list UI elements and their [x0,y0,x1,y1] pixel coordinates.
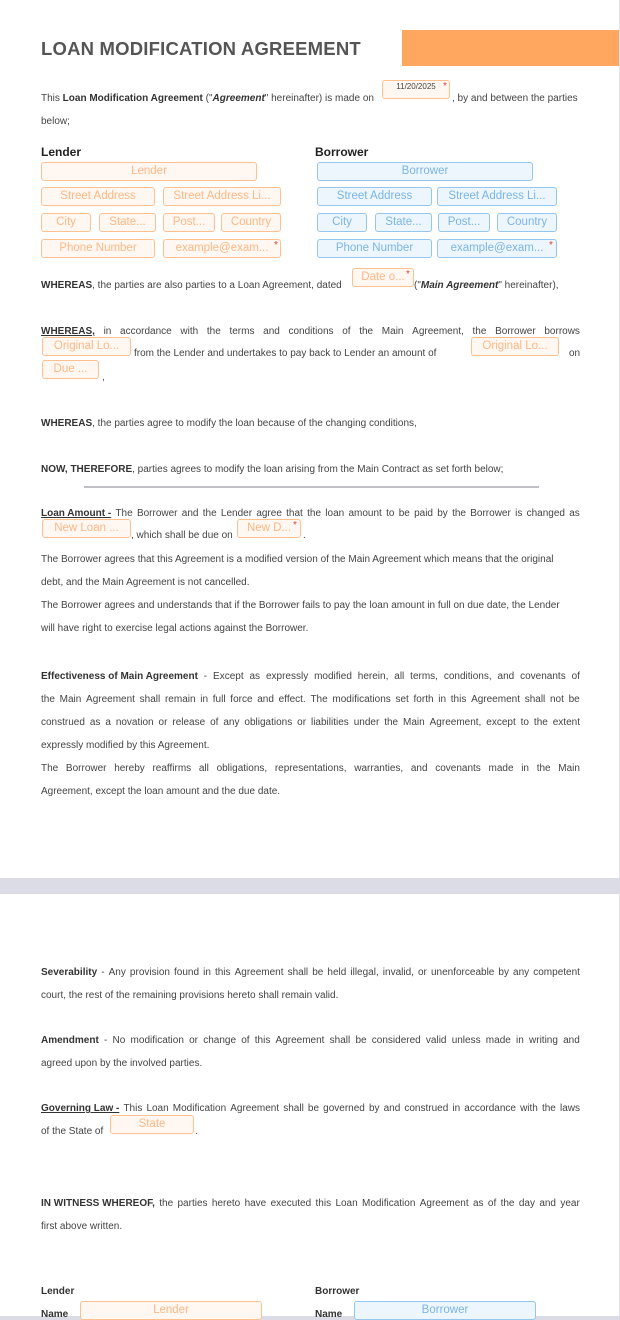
original-loan-amount-input[interactable]: Original Lo... [471,337,559,356]
lender-heading: Lender [41,145,82,159]
signature-lender-heading: Lender [41,1286,75,1297]
signature-borrower-name-input[interactable]: Borrower [354,1301,536,1320]
whereas-2-line-2: from the Lender and undertakes to pay back to Lender an amount of [134,348,437,359]
required-marker: * [549,240,553,251]
whereas-1-end: ("Main Agreement" hereinafter), [414,280,559,291]
loan-amount-line-1: Loan Amount - The Borrower and the Lender agree that the loan amount to be paid by the Borrower is changed as [41,508,580,519]
new-loan-amount-input[interactable]: New Loan ... [42,519,131,538]
original-loan-input[interactable]: Original Lo... [42,337,131,356]
borrower-heading: Borrower [315,145,369,159]
amendment-line-1: Amendment - No modification or change of this Agreement shall be considered valid unless made in writing and [41,1035,580,1046]
loan-amount-p2-line-2: debt, and the Main Agreement is not cancelled. [41,577,250,588]
loan-amount-p3-line-2: will have right to exercise legal actions against the Borrower. [41,623,309,634]
severability-line-2: court, the rest of the remaining provisions hereto shall remain valid. [41,990,339,1001]
intro-line-1-end: , by and between the parties [452,93,578,104]
required-marker: * [293,520,297,531]
effectiveness-line-6: Agreement, except the loan amount and the due date. [41,786,281,797]
signature-lender-name-label: Name [41,1309,69,1320]
borrower-state-input[interactable]: State... [375,213,432,232]
lender-city-input[interactable]: City [41,213,91,232]
document-page-2 [0,894,620,1320]
borrower-postal-input[interactable]: Post... [438,213,490,232]
whereas-2-comma: , [102,372,105,383]
lender-state-input[interactable]: State... [99,213,156,232]
lender-postal-input[interactable]: Post... [163,213,215,232]
intro-line-2: below; [41,116,70,127]
loan-amount-period: . [303,530,306,541]
lender-country-input[interactable]: Country [221,213,281,232]
therefore-text: NOW, THEREFORE, parties agrees to modify the loan arising from the Main Contract as set forth below; [41,464,504,475]
required-marker: * [406,269,410,280]
whereas-2-line-1: WHEREAS, in accordance with the terms and conditions of the Main Agreement, the Borrower borrows [41,326,580,337]
new-due-date-input[interactable]: New D... [237,519,301,538]
lender-email-input[interactable]: example@exam... [163,239,281,258]
effectiveness-line-2: the Main Agreement shall remain in full force and effect. The modifications set forth in this Agreement shall not be [41,694,580,705]
required-marker: * [443,81,447,92]
agreement-date-input[interactable]: 11/20/2025 [382,80,450,99]
lender-phone-input[interactable]: Phone Number [41,239,155,258]
header-accent-bar [402,30,619,66]
borrower-name-input[interactable]: Borrower [317,162,533,181]
borrower-street-input[interactable]: Street Address [317,187,432,206]
borrower-phone-input[interactable]: Phone Number [317,239,432,258]
lender-street-input[interactable]: Street Address [41,187,155,206]
borrower-street2-input[interactable]: Street Address Li... [437,187,557,206]
required-marker: * [274,240,278,251]
borrower-city-input[interactable]: City [317,213,367,232]
section-divider [84,486,539,488]
document-title: LOAN MODIFICATION AGREEMENT [41,38,361,59]
whereas-1-text: WHEREAS, the parties are also parties to a Loan Agreement, dated [41,280,342,291]
whereas-3-text: WHEREAS, the parties agree to modify the loan because of the changing conditions, [41,418,417,429]
effectiveness-line-1: Effectiveness of Main Agreement - Except as expressly modified herein, all terms, conditions, and covenants of [41,671,580,682]
witness-line-1: IN WITNESS WHEREOF, the parties hereto have executed this Loan Modification Agreement as of the day and year [41,1198,580,1209]
governing-law-period: . [195,1126,198,1137]
loan-amount-p3-line-1: The Borrower agrees and understands that if the Borrower fails to pay the loan amount in full on due date, the Lender [41,600,560,611]
lender-street2-input[interactable]: Street Address Li... [163,187,281,206]
effectiveness-line-4: expressly modified by this Agreement. [41,740,210,751]
signature-borrower-name-label: Name [315,1309,343,1320]
lender-name-input[interactable]: Lender [41,162,257,181]
borrower-email-input[interactable]: example@exam... [437,239,557,258]
intro-line-1: This Loan Modification Agreement ("Agreement" hereinafter) is made on [41,93,374,104]
effectiveness-line-5: The Borrower hereby reaffirms all obligations, representations, warranties, and covenants made in the Main [41,763,580,774]
borrower-country-input[interactable]: Country [497,213,557,232]
amendment-line-2: agreed upon by the involved parties. [41,1058,203,1069]
signature-borrower-heading: Borrower [315,1286,360,1297]
loan-agreement-date-input[interactable]: Date o... [352,268,414,287]
effectiveness-line-3: construed as a novation or release of any obligations or liabilities under the Main Agreement, except to the extent [41,717,580,728]
severability-line-1: Severability - Any provision found in this Agreement shall be held illegal, invalid, or unenforceable by any competent [41,967,580,978]
loan-amount-line-2: , which shall be due on [131,530,233,541]
loan-amount-p2-line-1: The Borrower agrees that this Agreement is a modified version of the Main Agreement which means that the original [41,554,554,565]
governing-law-line-1: Governing Law - This Loan Modification Agreement shall be governed by and construed in accordance with the laws [41,1103,580,1114]
due-date-input[interactable]: Due ... [42,360,99,379]
whereas-2-on: on [569,348,581,359]
signature-lender-name-input[interactable]: Lender [80,1301,262,1320]
governing-law-line-2: of the State of [41,1126,104,1137]
governing-state-input[interactable]: State [110,1115,194,1134]
witness-line-2: first above written. [41,1221,123,1232]
